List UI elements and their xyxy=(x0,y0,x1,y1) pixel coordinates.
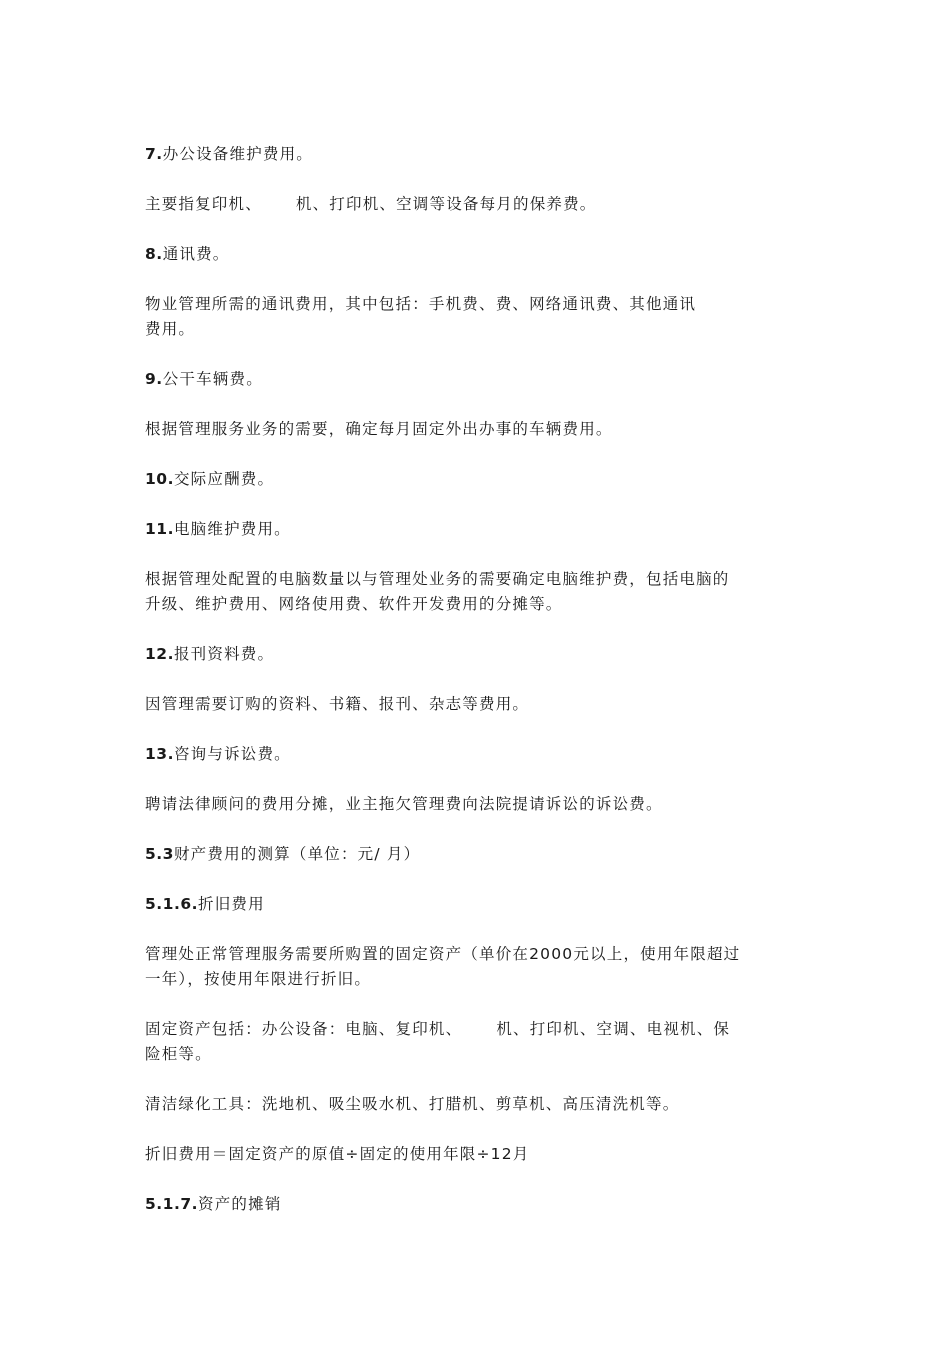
heading-number: 9. xyxy=(145,370,163,388)
paragraph: 聘请法律顾问的费用分摊，业主拖欠管理费向法院提请诉讼的诉讼费。 xyxy=(145,795,663,813)
paragraph: 清洁绿化工具：洗地机、吸尘吸水机、打腊机、剪草机、高压清洗机等。 xyxy=(145,1095,680,1113)
paragraph-text-continued: 机、打印机、空调、电视机、保 xyxy=(496,1020,731,1038)
paragraph-text: 固定资产包括：办公设备：电脑、复印机、 xyxy=(145,1020,463,1038)
heading-text: 折旧费用 xyxy=(198,895,265,913)
heading-number: 8. xyxy=(145,245,163,263)
section-heading-5-1-7 xyxy=(145,1192,282,1217)
section-heading-5-3 xyxy=(145,842,420,867)
heading-12 xyxy=(145,642,274,667)
heading-text: 财产费用的测算（单位：元/ 月） xyxy=(173,845,421,863)
heading-number: 12. xyxy=(145,645,174,663)
paragraph-line-1 xyxy=(145,1017,730,1042)
paragraph-line-2: 费用。 xyxy=(145,320,196,338)
heading-text: 咨询与诉讼费。 xyxy=(173,745,291,763)
paragraph-text-continued: 机、打印机、空调等设备每月的保养费。 xyxy=(295,195,597,213)
section-heading-5-1-6 xyxy=(145,892,265,917)
heading-number: 11. xyxy=(145,520,174,538)
paragraph-line-2: 一年），按使用年限进行折旧。 xyxy=(145,970,372,988)
paragraph: 因管理需要订购的资料、书籍、报刊、杂志等费用。 xyxy=(145,695,530,713)
heading-number: 5.1.6. xyxy=(145,895,199,913)
heading-text: 报刊资料费。 xyxy=(173,645,275,663)
heading-text: 办公设备维护费用。 xyxy=(162,145,313,163)
heading-text: 交际应酬费。 xyxy=(173,470,275,488)
heading-11 xyxy=(145,517,291,542)
heading-text: 公干车辆费。 xyxy=(162,370,263,388)
heading-text: 通讯费。 xyxy=(162,245,230,263)
heading-7 xyxy=(145,142,313,167)
paragraph-line-1: 物业管理所需的通讯费用，其中包括：手机费、费、网络通讯费、其他通讯 xyxy=(145,295,697,313)
heading-number: 7. xyxy=(145,145,163,163)
formula-paragraph: 折旧费用＝固定资产的原值÷固定的使用年限÷12月 xyxy=(145,1145,530,1163)
heading-number: 5.1.7. xyxy=(145,1195,199,1213)
heading-10 xyxy=(145,467,274,492)
heading-9 xyxy=(145,367,263,392)
heading-number: 5.3 xyxy=(145,845,174,863)
paragraph-line-2: 升级、维护费用、网络使用费、软件开发费用的分摊等。 xyxy=(145,595,563,613)
heading-text: 资产的摊销 xyxy=(198,1195,282,1213)
paragraph xyxy=(145,192,597,217)
heading-13 xyxy=(145,742,291,767)
paragraph-text: 主要指复印机、 xyxy=(145,195,262,213)
heading-text: 电脑维护费用。 xyxy=(173,520,291,538)
paragraph-line-2: 险柜等。 xyxy=(145,1045,212,1063)
heading-8 xyxy=(145,242,230,267)
heading-number: 10. xyxy=(145,470,174,488)
paragraph-line-1: 根据管理处配置的电脑数量以与管理处业务的需要确定电脑维护费，包括电脑的 xyxy=(145,570,730,588)
heading-number: 13. xyxy=(145,745,174,763)
paragraph-line-1: 管理处正常管理服务需要所购置的固定资产（单价在2000元以上，使用年限超过 xyxy=(145,945,741,963)
paragraph: 根据管理服务业务的需要，确定每月固定外出办事的车辆费用。 xyxy=(145,420,613,438)
